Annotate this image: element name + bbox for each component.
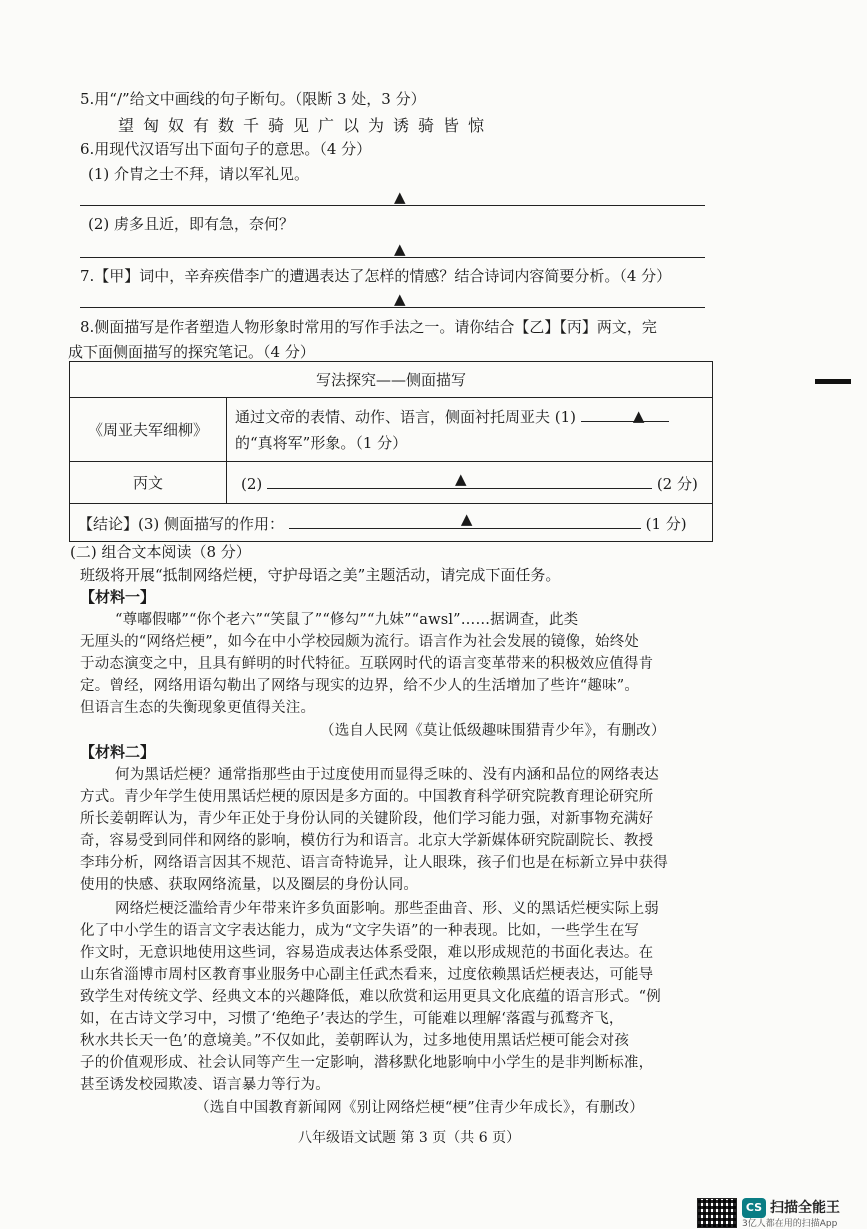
answer-blank-1[interactable]	[581, 405, 669, 425]
q6-item2: (2) 虏多且近，即有急，奈何？	[88, 215, 295, 233]
q5-prompt: 5.用“/”给文中画线的句子断句。（限断 3 处，3 分）	[80, 90, 426, 108]
camscanner-logo: CS	[742, 1198, 766, 1218]
q8-prompt-line2: 成下面侧面描写的探究笔记。（4 分）	[68, 343, 315, 361]
material2-source: （选自中国教育新闻网《别让网络烂梗“梗”住青少年成长》，有删改）	[195, 1100, 644, 1116]
answer-marker-6: ▲	[460, 509, 473, 528]
table-row1-text2: 的“真将军”形象。（1 分）	[235, 433, 408, 452]
table-row2-label: 丙文	[70, 462, 227, 504]
side-description-table	[69, 361, 713, 542]
table-row3-prefix: 【结论】(3) 侧面描写的作用：	[78, 514, 285, 533]
material2-line: 如，在古诗文学习中，习惯了‘绝绝子’表达的学生，可能难以理解‘落霞与孤鹜齐飞，	[80, 1011, 624, 1027]
material2-line: 作文时，无意识地使用这些词，容易造成表达体系受限，难以形成规范的书面化表达。在	[80, 945, 654, 961]
material2-line: 山东省淄博市周村区教育事业服务中心副主任武杰看来，过度依赖黑话烂梗表达，可能导	[80, 967, 654, 983]
page-footer: 八年级语文试题 第 3 页（共 6 页）	[298, 1130, 521, 1146]
material2-line: 何为黑话烂梗？通常指那些由于过度使用而显得乏味的、没有内涵和品位的网络表达	[115, 767, 659, 783]
table-row2-score: (2 分)	[656, 474, 698, 493]
q7-prompt: 7.【甲】词中，辛弃疾借李广的遭遇表达了怎样的情感？结合诗词内容简要分析。（4 分）	[80, 267, 672, 285]
answer-marker-5: ▲	[455, 469, 467, 488]
material2-line: 致学生对传统文学、经典文本的兴趣降低，难以欣赏和运用更具文化底蕴的语言形式。“例	[80, 989, 661, 1005]
q6-item1: (1) 介胄之士不拜，请以军礼见。	[88, 165, 310, 183]
table-row3-score: (1 分)	[645, 514, 687, 533]
material2-line: 甚至诱发校园欺凌、语言暴力等行为。	[80, 1077, 330, 1093]
material2-line: 子的价值观形成、社会认同等产生一定影响，潜移默化地影响中小学生的是非判断标准，	[80, 1055, 654, 1071]
answer-blank-2[interactable]	[267, 469, 652, 489]
material2-line: 化了中小学生的语言文字表达能力，成为“文字失语”的一种表现。比如，一些学生在写	[80, 923, 640, 939]
material2-title: 【材料二】	[80, 743, 156, 761]
material1-source: （选自人民网《莫让低级趣味围猎青少年》，有删改）	[320, 723, 666, 739]
answer-marker-1: ▲	[394, 188, 406, 206]
q6-prompt: 6.用现代汉语写出下面句子的意思。（4 分）	[80, 140, 372, 158]
material2-line: 奇，容易受到同伴和网络的影响，模仿行为和语言。北京大学新媒体研究院副院长、教授	[80, 833, 654, 849]
watermark-title: 扫描全能王	[770, 1200, 840, 1216]
watermark-subtitle: 3亿人都在用的扫描App	[742, 1219, 838, 1229]
material1-line: 无厘头的“网络烂梗”，如今在中小学校园颇为流行。语言作为社会发展的镜像，始终处	[80, 634, 640, 650]
section2-intro: 班级将开展“抵制网络烂梗，守护母语之美”主题活动，请完成下面任务。	[80, 566, 561, 584]
material1-line: 于动态演变之中，且具有鲜明的时代特征。互联网时代的语言变革带来的积极效应值得肯	[80, 656, 654, 672]
material1-line: 但语言生态的失衡现象更值得关注。	[80, 700, 316, 716]
material2-line: 所长姜朝晖认为，青少年正处于身份认同的关键阶段，他们学习能力强，对新事物充满好	[80, 811, 654, 827]
answer-line-2[interactable]	[80, 257, 705, 258]
section2-heading: (二) 组合文本阅读（8 分）	[70, 543, 251, 561]
margin-mark	[815, 379, 851, 384]
material1-line: “尊嘟假嘟”“你个老六”“笑鼠了”“修勾”“九妹”“awsl”……据调查，此类	[115, 612, 579, 628]
material2-line: 方式。青少年学生使用黑话烂梗的原因是多方面的。中国教育科学研究院教育理论研究所	[80, 789, 654, 805]
material1-line: 定。曾经，网络用语勾勒出了网络与现实的边界，给不少人的生活增加了些许“趣味”。	[80, 678, 640, 694]
table-header: 写法探究——侧面描写	[70, 362, 713, 398]
qr-code	[697, 1198, 737, 1228]
table-row1-label: 《周亚夫军细柳》	[70, 398, 227, 462]
material2-line: 秋水共长天一色’的意境美。”不仅如此，姜朝晖认为，过多地使用黑话烂梗可能会对孩	[80, 1033, 630, 1049]
table-row1-text1: 通过文帝的表情、动作、语言，侧面衬托周亚夫 (1)	[235, 407, 577, 426]
answer-marker-4: ▲	[632, 406, 645, 425]
answer-marker-3: ▲	[394, 290, 406, 308]
q5-sentence: 望匈奴有数千骑见广以为诱骑皆惊	[118, 116, 494, 135]
answer-line-3[interactable]	[80, 307, 705, 308]
material2-line: 使用的快感、获取网络流量，以及圈层的身份认同。	[80, 877, 419, 893]
answer-line-1[interactable]	[80, 205, 705, 206]
answer-blank-3[interactable]	[289, 509, 641, 529]
material2-line: 网络烂梗泛滥给青少年带来许多负面影响。那些歪曲音、形、义的黑话烂梗实际上弱	[115, 901, 659, 917]
material2-line: 李玮分析，网络语言因其不规范、语言奇特诡异，让人眼珠，孩子们也是在标新立异中获得	[80, 855, 668, 871]
answer-marker-2: ▲	[394, 240, 406, 258]
table-row2-num: (2)	[241, 474, 263, 493]
material1-title: 【材料一】	[80, 588, 156, 606]
q8-prompt-line1: 8.侧面描写是作者塑造人物形象时常用的写作手法之一。请你结合【乙】【丙】两文，完	[80, 318, 657, 336]
